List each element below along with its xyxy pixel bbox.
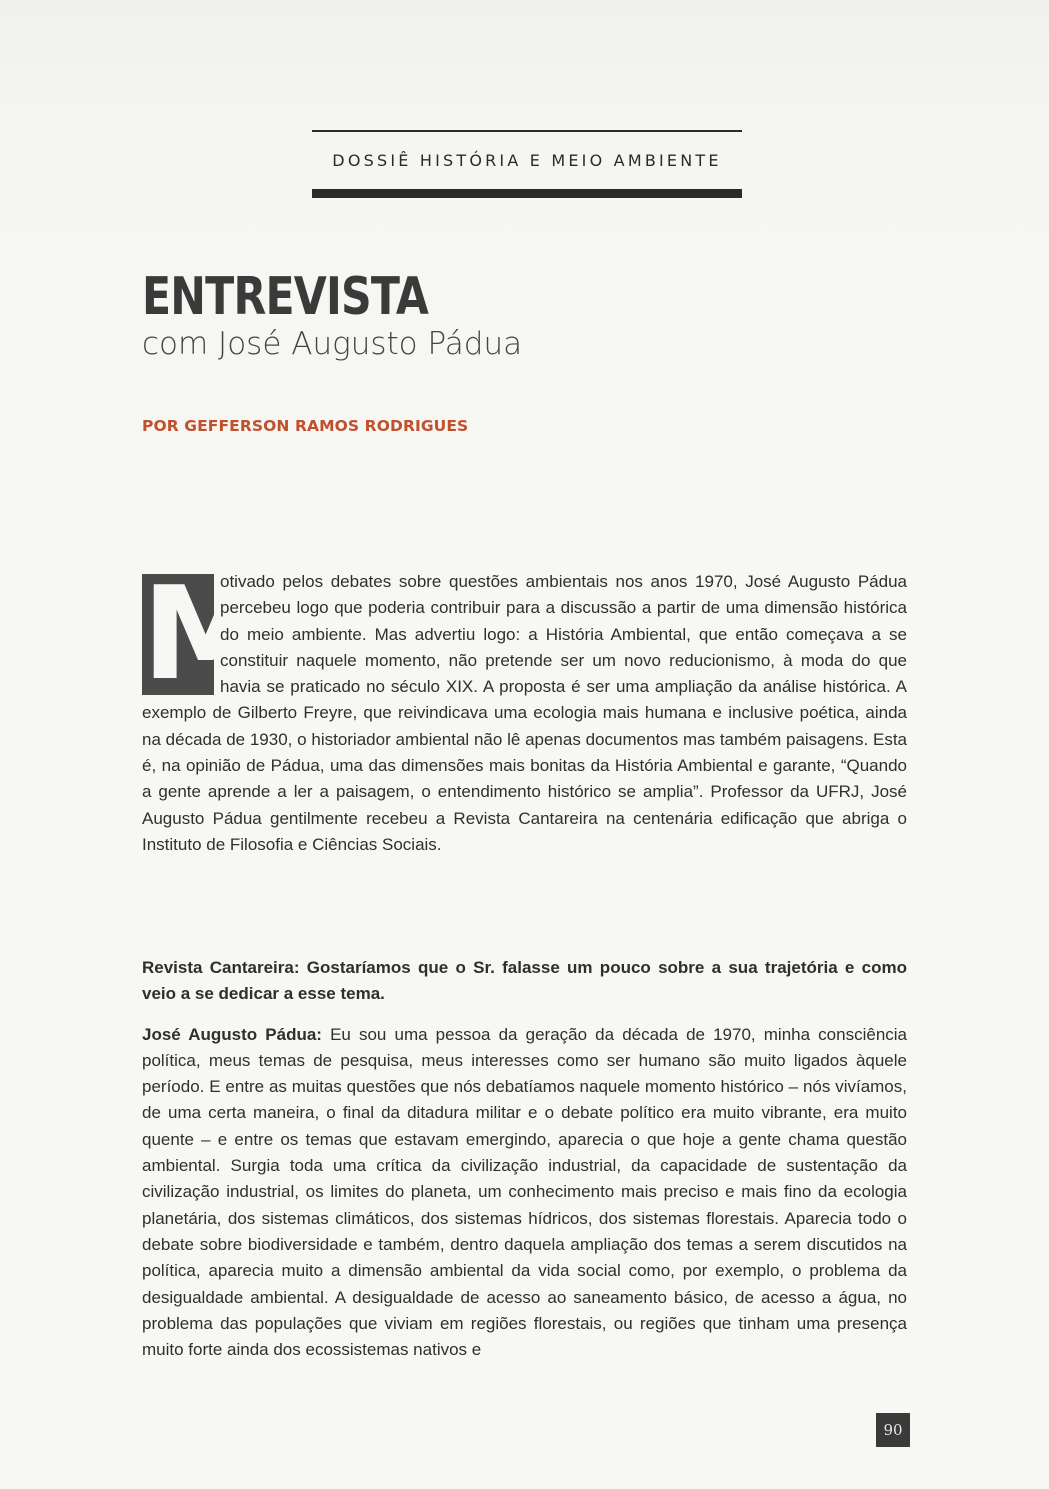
- header-rule-bottom: [312, 189, 742, 198]
- answer-speaker: José Augusto Pádua:: [142, 1024, 322, 1044]
- page-number: 90: [876, 1413, 910, 1447]
- section-header: [312, 130, 742, 198]
- article-byline: POR GEFFERSON RAMOS RODRIGUES: [142, 417, 469, 435]
- interview-answer: [142, 1022, 907, 1364]
- article-subtitle: com José Augusto Pádua: [142, 326, 523, 362]
- interview-question: Revista Cantareira: Gostaríamos que o Sr. falasse um pouco sobre a sua trajetória e como veio a se dedicar a esse tema.: [142, 958, 907, 1004]
- drop-cap: M: [142, 560, 270, 709]
- article-title: ENTREVISTA: [142, 267, 429, 327]
- section-title: DOSSIÊ HISTÓRIA E MEIO AMBIENTE: [332, 151, 722, 170]
- intro-text: otivado pelos debates sobre questões ambientais nos anos 1970, José Augusto Pádua percebeu logo que poderia contribuir para a discussão a partir de uma dimensão histórica do meio ambiente. Mas advertiu logo: a História Ambiental, que então começava a se constituir naquele momento, não pretende ser um novo reducionismo, à moda do que havia se praticado no século XIX. A proposta é ser uma ampliação da análise histórica. A exemplo de Gilberto Freyre, que reivindicava uma ecologia mais humana e inclusive poética, ainda na década de 1930, o historiador ambiental não lê apenas documentos mas também paisagens. Esta é, na opinião de Pádua, uma das dimensões mais bonitas da História Ambiental e garante, “Quando a gente aprende a ler a paisagem, o entendimento histórico se amplia”. Professor da UFRJ, José Augusto Pádua gentilmente recebeu a Revista Cantareira na centenária edificação que abriga o Instituto de Filosofia e Ciências Sociais.: [142, 572, 907, 854]
- intro-paragraph: [142, 560, 907, 858]
- interview-body: [142, 955, 907, 1363]
- header-rule-top: [312, 130, 742, 132]
- answer-text: Eu sou uma pessoa da geração da década de 1970, minha consciência política, meus temas de pesquisa, meus interesses como ser humano são muito ligados àquele período. E entre as muitas questões que nós debatíamos naquele momento histórico – nós vivíamos, de uma certa maneira, o final da ditadura militar e o debate político era muito vibrante, era muito quente – e entre os temas que estavam emergindo, aparecia o que hoje a gente chama questão ambiental. Surgia toda uma crítica da civilização industrial, da capacidade de sustentação da civilização industrial, os limites do planeta, um conhecimento mais preciso e mais fino da ecologia planetária, dos sistemas climáticos, dos sistemas hídricos, dos sistemas florestais. Aparecia todo o debate sobre biodiversidade e também, dentro daquela ampliação dos temas a serem discutidos na política, aparecia muito a dimensão ambiental da vida social como, por exemplo, o problema da desigualdade ambiental. A desigualdade de acesso ao saneamento básico, de acesso a água, no problema das populações que viviam em regiões florestais, ou regiões que tinham uma presença muito forte ainda dos ecossistemas nativos e: [142, 1024, 908, 1360]
